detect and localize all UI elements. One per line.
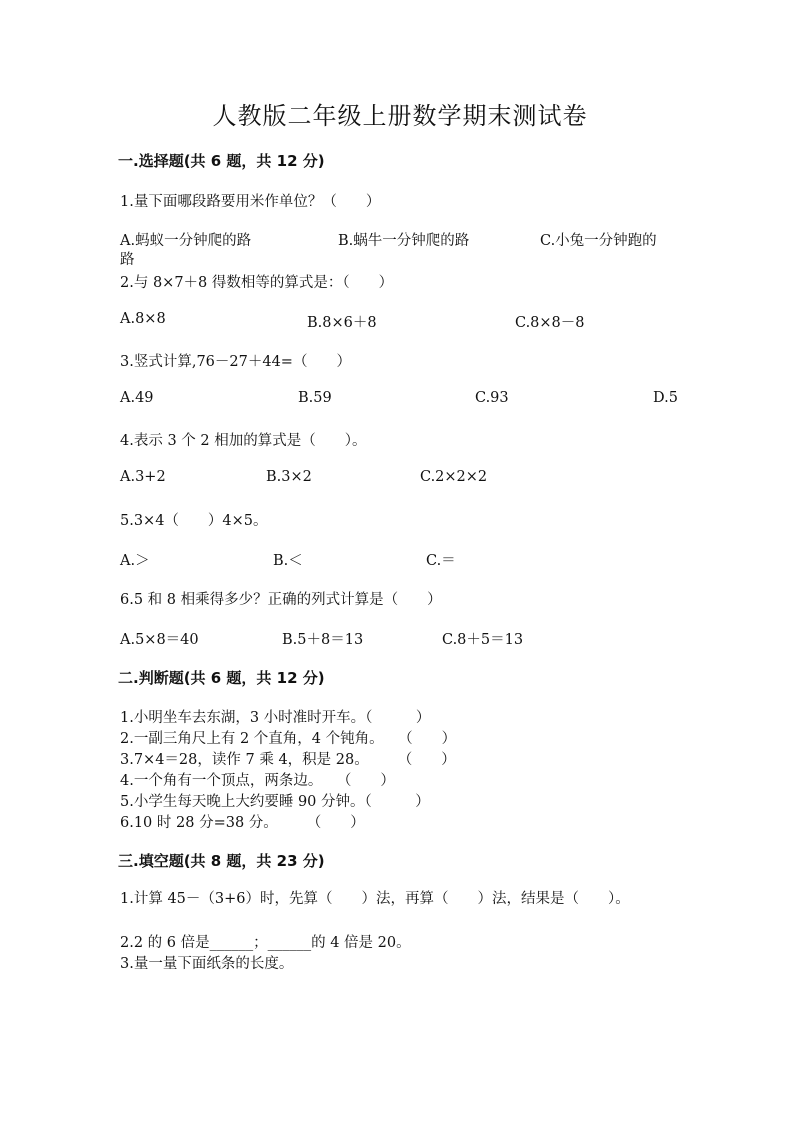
question-2-stem: 2.与 8×7＋8 得数相等的算式是：（ ） xyxy=(120,275,394,291)
judgement-item-6: 6.10 时 28 分=38 分。 （ ） xyxy=(120,815,365,831)
question-3-option-a: A.49 xyxy=(120,390,154,406)
question-6-option-c: C.8＋5＝13 xyxy=(442,632,524,648)
section-heading-choice: 一.选择题(共 6 题，共 12 分) xyxy=(118,152,325,170)
question-1-option-a: A.蚂蚁一分钟爬的路 xyxy=(120,233,252,249)
fill-in-item-3: 3.量一量下面纸条的长度。 xyxy=(120,956,294,972)
question-2-option-c: C.8×8－8 xyxy=(515,315,585,331)
question-2-option-b: B.8×6＋8 xyxy=(307,315,377,331)
question-6-option-a: A.5×8＝40 xyxy=(120,632,199,648)
question-5-option-a: A.＞ xyxy=(120,553,150,569)
judgement-item-5: 5.小学生每天晚上大约要睡 90 分钟。（ ） xyxy=(120,794,430,810)
judgement-item-4: 4.一个角有一个顶点，两条边。 （ ） xyxy=(120,773,395,789)
question-5-option-c: C.＝ xyxy=(426,553,456,569)
question-4-stem: 4.表示 3 个 2 相加的算式是（ ）。 xyxy=(120,433,367,449)
judgement-item-3: 3.7×4＝28，读作 7 乘 4，积是 28。 （ ） xyxy=(120,752,456,768)
question-3-option-b: B.59 xyxy=(298,390,332,406)
question-4-option-c: C.2×2×2 xyxy=(420,469,488,485)
question-3-option-c: C.93 xyxy=(475,390,509,406)
question-4-option-b: B.3×2 xyxy=(266,469,312,485)
question-5-stem: 5.3×4（ ）4×5。 xyxy=(120,513,268,529)
fill-in-item-2: 2.2 的 6 倍是______；______的 4 倍是 20。 xyxy=(120,935,411,951)
question-3-option-d: D.5 xyxy=(653,390,678,406)
question-3-stem: 3.竖式计算,76－27＋44=（ ） xyxy=(120,354,351,370)
question-1-option-c: C.小兔一分钟跑的 xyxy=(540,233,657,249)
question-5-option-b: B.＜ xyxy=(273,553,303,569)
question-1-stem: 1.量下面哪段路要用米作单位？（ ） xyxy=(120,194,381,210)
question-6-option-b: B.5＋8＝13 xyxy=(282,632,364,648)
question-1-option-b: B.蜗牛一分钟爬的路 xyxy=(338,233,470,249)
section-heading-judgement: 二.判断题(共 6 题，共 12 分) xyxy=(118,669,325,687)
page-title: 人教版二年级上册数学期末测试卷 xyxy=(212,102,588,130)
question-1-option-c-wrap: 路 xyxy=(120,252,135,268)
judgement-item-2: 2.一副三角尺上有 2 个直角，4 个钝角。 （ ） xyxy=(120,731,457,747)
question-2-option-a: A.8×8 xyxy=(120,311,166,327)
question-4-option-a: A.3+2 xyxy=(120,469,166,485)
judgement-item-1: 1.小明坐车去东湖，3 小时准时开车。（ ） xyxy=(120,710,431,726)
section-heading-fill-in: 三.填空题(共 8 题，共 23 分) xyxy=(118,852,325,870)
fill-in-item-1: 1.计算 45－（3+6）时，先算（ ）法，再算（ ）法，结果是（ ）。 xyxy=(120,891,630,907)
question-6-stem: 6.5 和 8 相乘得多少？正确的列式计算是（ ） xyxy=(120,592,442,608)
